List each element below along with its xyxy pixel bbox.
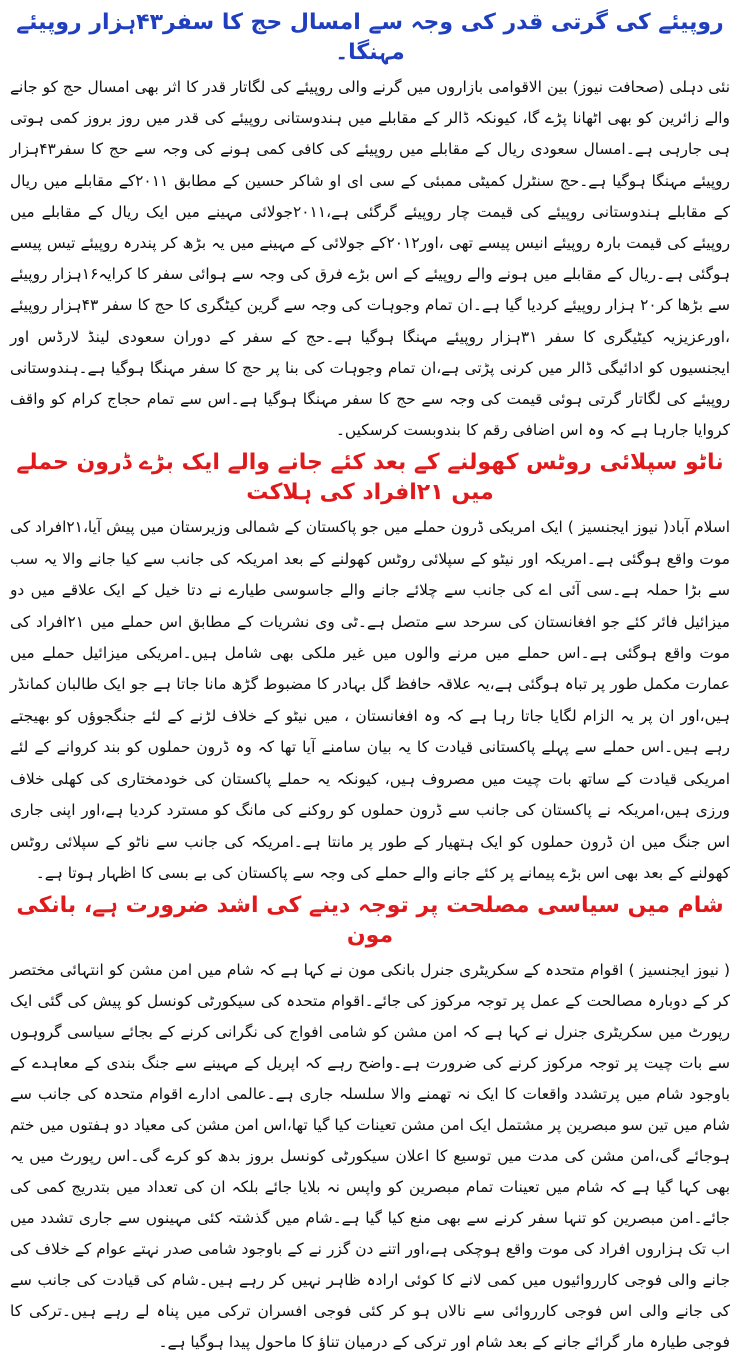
article-headline: روپیئے کی گرتی قدر کی وجہ سے امسال حج کا سفر۴۳ہزار روپیئے مہنگا۔: [16, 10, 724, 65]
article-syria-ban-ki-moon: [10, 891, 730, 1358]
article-drone-attack: [10, 448, 730, 889]
article-body: ( نیوز ایجنسیز ) اقوام متحدہ کے سکریٹری جنرل بانکی مون نے کہا ہے کہ شام میں امن مشن کو انتہائی مختصر کر کے دوبارہ مصالحت کے عمل پر توجہ مرکوز کی جائے۔اقوام متحدہ کی سیکورٹی کونسل کو پیش کی گئی ایک رپورٹ میں سکریٹری جنرل نے کہا ہے کہ امن مشن کو شامی افواج کی نگرانی کرنے کے بجائے سیاسی گروہوں سے بات چیت پر توجہ مرکوز کرنے کی ضرورت ہے۔واضح رہے کہ اپریل کے مہینے سے جنگ بندی کے معاہدے کے باوجود شام میں پرتشدد واقعات کا ایک نہ تھمنے والا سلسلہ جاری ہے۔عالمی ادارے اقوام متحدہ کی جانب سے شام میں تین سو مبصرین پر مشتمل ایک امن مشن تعینات کیا گیا تھا،اس امن مشن کی معیاد دو ہفتوں میں ختم ہوجائے گی،امن مشن کی مدت میں توسیع کا اعلان سیکورٹی کونسل بروز بدھ کو کرے گی۔اس رپورٹ میں یہ بھی کہا گیا ہے کہ شام میں تعینات تمام مبصرین کو واپس نہ بلایا جائے بلکہ ان کی تعداد میں بتدریج کمی کی جائے۔امن مبصرین کو تنہا سفر کرنے سے بھی منع کیا گیا ہے۔شام میں گذشتہ کئی مہینوں سے جاری تشدد میں اب تک ہزاروں افراد کی موت واقع ہوچکی ہے،اور اتنے دن گزر نے کے باوجود شامی صدر نہتے عوام کے خلاف کی جانے والی فوجی کارروائیوں میں کمی لانے کا کوئی ارادہ ظاہر نہیں کر رہے ہیں۔شام کی قیادت کی جانب سے کی جانے والی اس فوجی کارروائی سے نالاں ہو کر کئی فوجی افسران ترکی میں پناہ لے رہے ہیں۔ترکی کا فوجی طیارہ مار گرائے جانے کے بعد شام اور ترکی کے درمیان تناؤ کا ماحول پیدا ہوگیا ہے۔: [10, 961, 730, 1352]
article-hajj-cost: [10, 8, 730, 446]
article-body: نئی دہلی (صحافت نیوز) بین الاقوامی بازاروں میں گرنے والی روپیئے کی لگاتار قدر کا اثر بھی امسال حج کو جانے والے زائرین کو بھی اٹھانا پڑے گا، کیونکہ ڈالر کے مقابلے میں ہندوستانی روپیئے کی قدر میں روز بروز کمی ہوتی ہی جارہی ہے۔امسال سعودی ریال کے مقابلے میں روپیئے کی کافی کمی ہونے کی وجہ سے حج کا سفر۴۳ہزار روپیئے مہنگا ہوگیا ہے۔حج سنٹرل کمیٹی ممبئی کے سی ای او شاکر حسین کے مطابق ۲۰۱۱کے مقابلے میں ریال کے مقابلے ہندوستانی روپیئے کی قیمت چار روپیئے گرگئی ہے،۲۰۱۱جولائی مہینے میں ایک ریال کے مقابلے میں روپیئے کی قیمت بارہ روپیئے انیس پیسے تھی ،اور۲۰۱۲کے جولائی کے مہینے میں یہ بڑھ کر پندرہ روپیئے تیس پیسے ہوگئی ہے۔ریال کے مقابلے میں ہونے والے روپیئے کے اس بڑے فرق کی وجہ سے ہوائی سفر کا کرایہ۱۶ہزار روپیئے سے بڑھا کر۲۰ ہزار روپیئے کردیا گیا ہے۔ان تمام وجوہات کی وجہ سے گرین کیٹگری کا حج کا سفر ۴۳ہزار روپیئے ،اورعزیزیہ کیٹیگری کا سفر ۳۱ہزار روپیئے مہنگا ہوگیا ہے۔حج کے سفر کے دوران سعودی لینڈ لارڈس اور ایجنسیوں کو ادائیگی ڈالر میں کرنی پڑتی ہے،ان تمام وجوہات کی بنا پر حج کا سفر مہنگا ہوگیا ہے۔ہندوستانی روپیئے کی لگاتار گرتی ہوئی قیمت کی وجہ سے حج کا سفر مہنگا ہوگیا ہے۔اس سے تمام حجاج کرام کو واقف کروایا جارہا ہے کہ وہ اس اضافی رقم کا بندوبست کرسکیں۔: [10, 78, 731, 440]
article-headline: ناٹو سپلائی روٹس کھولنے کے بعد کئے جانے والے ایک بڑے ڈرون حملے میں ۲۱افراد کی ہلاکت: [16, 450, 724, 506]
article-headline: شام میں سیاسی مصلحت پر توجہ دینے کی اشد ضرورت ہے، بانکی مون: [16, 893, 724, 949]
article-body: اسلام آباد( نیوز ایجنسیز ) ایک امریکی ڈرون حملے میں جو پاکستان کے شمالی وزیرستان میں پیش آیا،۲۱افراد کی موت واقع ہوگئی ہے۔امریکہ اور نیٹو کے سپلائی روٹس کھولنے کے بعد امریکہ کی جانب سے کیا جانے والا یہ سب سے بڑا حملہ ہے۔سی آئی اے کی جانب سے چلائے جانے والے جاسوسی طیارے نے دتا خیل کے ایک علاقے میں دو میزائیل فائر کئے جو افغانستان کی سرحد سے متصل ہے۔ٹی وی نشریات کے مطابق اس حملے میں ۲۱افراد کی موت واقع ہوگئی ہے۔اس حملے میں مرنے والوں میں غیر ملکی بھی شامل ہیں۔امریکی میزائیل حملے میں عمارت مکمل طور پر تباہ ہوگئی ہے،یہ علاقہ حافظ گل بہادر کا مضبوط گڑھ مانا جاتا ہے جو ایک طالبان کمانڈر ہیں،اور ان پر یہ الزام لگایا جاتا رہا ہے کہ وہ افغانستان ، میں نیٹو کے خلاف لڑنے کے لئے جنگجوؤں کو بھیجتے رہے ہیں۔اس حملے سے پہلے پاکستانی قیادت کا یہ بیان سامنے آیا تھا کہ وہ ڈرون حملوں کو بند کروانے کے لئے امریکی قیادت کے ساتھ بات چیت میں مصروف ہیں، کیونکہ یہ حملے پاکستان کی خودمختاری کی کھلی خلاف ورزی ہیں،امریکہ نے پاکستان کی جانب سے ڈرون حملوں کو روکنے کی مانگ کو مسترد کردیا ہے،اور اپنی جاری اس جنگ میں ان ڈرون حملوں کو ایک ہتھیار کے طور پر مانتا ہے۔امریکہ کی جانب سے ناٹو کے سپلائی روٹس کھولنے کے بعد بھی اس بڑے پیمانے پر کئے جانے والے حملے کی وجہ سے پاکستان کی بے بسی کا اظہار ہوتا ہے۔: [10, 518, 730, 882]
